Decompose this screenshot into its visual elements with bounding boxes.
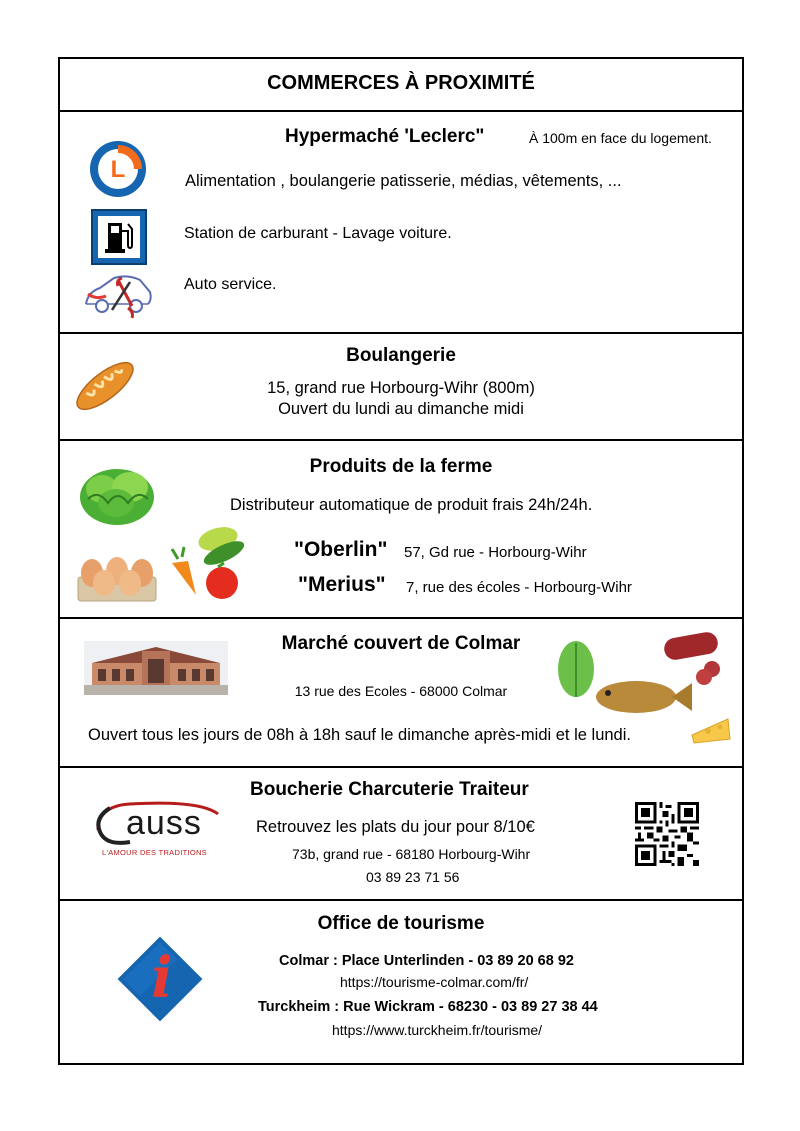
leclerc-logo xyxy=(88,139,148,199)
fuel-station-icon xyxy=(91,209,147,265)
leclerc-logo-letter: L xyxy=(110,156,126,183)
farm-address-merius: 7, rue des écoles - Horbourg-Wihr xyxy=(406,579,632,596)
marche-hours: Ouvert tous les jours de 08h à 18h sauf le dimanche après-midi et le lundi. xyxy=(88,726,631,744)
tourisme-title: Office de tourisme xyxy=(317,913,485,934)
leclerc-goods: Alimentation , boulangerie patisserie, médias, vêtements, ... xyxy=(185,172,622,190)
ferme-section xyxy=(60,441,742,619)
tourisme-turckheim: Turckheim : Rue Wickram - 68230 - 03 89 27 38 44 xyxy=(258,999,598,1015)
leclerc-title: Hypermaché 'Leclerc" xyxy=(285,126,485,147)
shops-page-frame xyxy=(58,57,744,1065)
leclerc-fuel: Station de carburant - Lavage voiture. xyxy=(184,225,452,242)
boucherie-section xyxy=(60,768,742,901)
boucherie-phone: 03 89 23 71 56 xyxy=(366,869,460,885)
marche-address: 13 rue des Ecoles - 68000 Colmar xyxy=(294,683,508,699)
boulangerie-hours: Ouvert du lundi au dimanche midi xyxy=(278,400,524,418)
marche-section xyxy=(60,619,742,768)
dauss-logo-tagline: L'AMOUR DES TRADITIONS xyxy=(102,848,207,857)
leclerc-distance: À 100m en face du logement. xyxy=(529,130,712,146)
boucherie-dishes: Retrouvez les plats du jour pour 8/10€ xyxy=(256,818,535,836)
tourist-info-icon xyxy=(112,931,208,1027)
leclerc-section xyxy=(60,112,742,334)
tourisme-turckheim-url[interactable]: https://www.turckheim.fr/tourisme/ xyxy=(332,1022,543,1038)
tourisme-section xyxy=(60,901,742,1067)
vegetables-icon xyxy=(166,521,252,603)
tourisme-colmar: Colmar : Place Unterlinden - 03 89 20 68 92 xyxy=(279,953,574,969)
boulangerie-section xyxy=(60,334,742,441)
boulangerie-title: Boulangerie xyxy=(346,345,456,366)
farm-name-oberlin: "Oberlin" xyxy=(294,538,388,561)
tourisme-colmar-url[interactable]: https://tourisme-colmar.com/fr/ xyxy=(340,974,529,990)
ferme-title: Produits de la ferme xyxy=(309,456,493,477)
tourist-info-letter: i xyxy=(151,945,173,1011)
lettuce-icon xyxy=(78,459,156,527)
ferme-distributor: Distributeur automatique de produit frais 24h/24h. xyxy=(230,496,593,514)
eggs-icon xyxy=(76,551,158,603)
farm-name-merius: "Merius" xyxy=(298,573,386,596)
qr-code[interactable] xyxy=(635,802,699,866)
leclerc-auto: Auto service. xyxy=(184,276,277,293)
car-service-icon xyxy=(82,270,154,322)
boucherie-address: 73b, grand rue - 68180 Horbourg-Wihr xyxy=(292,846,531,862)
boucherie-title: Boucherie Charcuterie Traiteur xyxy=(250,779,529,800)
dauss-logo-name: auss xyxy=(126,804,202,842)
header-section xyxy=(60,59,742,112)
dauss-logo xyxy=(90,796,222,860)
boulangerie-address: 15, grand rue Horbourg-Wihr (800m) xyxy=(267,379,535,397)
marche-title: Marché couvert de Colmar xyxy=(281,633,521,654)
page-title: COMMERCES À PROXIMITÉ xyxy=(267,72,535,94)
farm-address-oberlin: 57, Gd rue - Horbourg-Wihr xyxy=(404,544,587,561)
